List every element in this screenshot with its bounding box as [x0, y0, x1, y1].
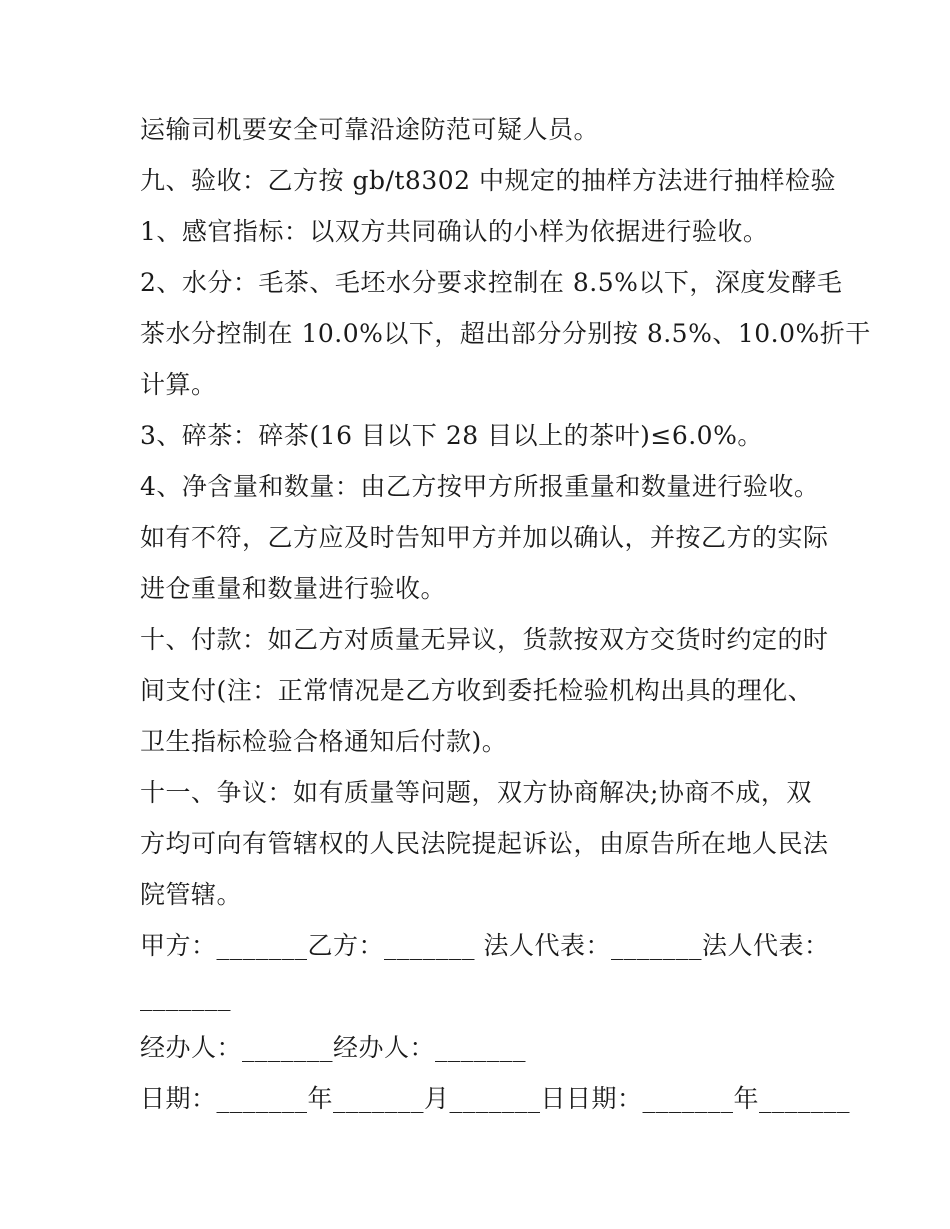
text-line: 卫生指标检验合格通知后付款)。 — [140, 727, 508, 756]
text-line: 进仓重量和数量进行验收。 — [140, 574, 447, 603]
text-line: 4、净含量和数量：由乙方按甲方所报重量和数量进行验收。 — [140, 472, 820, 501]
text-line: 如有不符，乙方应及时告知甲方并加以确认，并按乙方的实际 — [140, 523, 829, 552]
signature-line: _______ — [140, 982, 231, 1011]
text-line: 十、付款：如乙方对质量无异议，货款按双方交货时约定的时 — [140, 625, 829, 654]
text-line: 九、验收：乙方按 gb/t8302 中规定的抽样方法进行抽样检验 — [140, 166, 836, 195]
text-line: 1、感官指标：以双方共同确认的小样为依据进行验收。 — [140, 217, 769, 246]
document-body — [140, 104, 871, 1124]
text-line: 方均可向有管辖权的人民法院提起诉讼，由原告所在地人民法 — [140, 829, 829, 858]
date-line: 日期：_______年_______月_______日日期：_______年_______ — [140, 1084, 851, 1113]
signature-line: 经办人：_______经办人：_______ — [140, 1033, 527, 1062]
text-line: 间支付(注：正常情况是乙方收到委托检验机构出具的理化、 — [140, 676, 814, 705]
text-line: 十一、争议：如有质量等问题，双方协商解决;协商不成，双 — [140, 778, 812, 807]
text-line: 2、水分：毛茶、毛坯水分要求控制在 8.5%以下，深度发酵毛 — [140, 268, 843, 297]
text-line: 运输司机要安全可靠沿途防范可疑人员。 — [140, 115, 600, 144]
text-line: 院管辖。 — [140, 880, 243, 909]
text-line: 3、碎茶：碎茶(16 目以下 28 目以上的茶叶)≤6.0%。 — [140, 421, 763, 450]
text-line: 茶水分控制在 10.0%以下，超出部分分别按 8.5%、10.0%折干 — [140, 319, 871, 348]
signature-line: 甲方：_______乙方：_______ 法人代表：_______法人代表： — [140, 931, 830, 960]
text-line: 计算。 — [140, 370, 217, 399]
